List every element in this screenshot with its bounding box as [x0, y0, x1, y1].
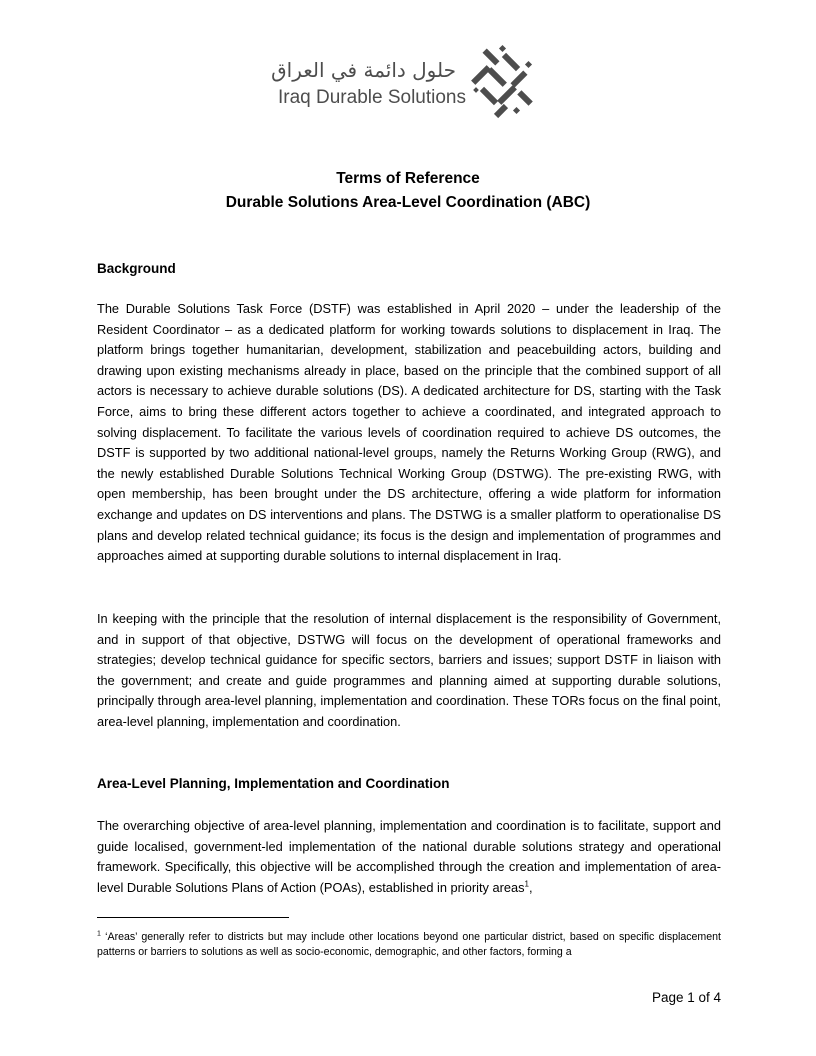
- background-paragraph-2: In keeping with the principle that the resolution of internal displacement is the responsibility of Government, and in support of that objective, DSTWG will focus on the development of operational frameworks and strategies; develop technical guidance for specific sectors, barriers and issues; support DSTF in liaison with the government; and create and guide programmes and planning aimed at supporting durable solutions, principally through area-level planning, implementation and coordination. These TORs focus on the final point, area-level planning, implementation and coordination.: [97, 611, 721, 729]
- footnote-divider: [97, 917, 289, 918]
- footnote-reference[interactable]: 1: [524, 879, 529, 889]
- footnote: [97, 930, 721, 960]
- area-level-paragraph-1: [97, 816, 721, 898]
- footnote-marker: 1: [97, 930, 101, 938]
- background-heading: Background: [97, 261, 176, 276]
- footnote-text: ‘Areas’ generally refer to districts but may include other locations beyond one particular district, based on specific displacement patterns or barriers to solutions as well as socio-economic, demographic, and other factors, forming a: [97, 931, 721, 958]
- logo-arabic-text: حلول دائمة في العراق: [271, 58, 456, 82]
- area-level-heading: Area-Level Planning, Implementation and Coordination: [97, 776, 450, 791]
- document-title: Terms of Reference: [336, 170, 480, 187]
- page-number: Page 1 of 4: [651, 990, 721, 1005]
- background-paragraph-1: The Durable Solutions Task Force (DSTF) was established in April 2020 – under the leadership of the Resident Coordinator – as a dedicated platform for working towards solutions to displacement in Iraq. The platform brings together humanitarian, development, stabilization and peacebuilding actors, building and drawing upon existing mechanisms already in place, based on the principle that the combined support of all actors is necessary to achieve durable solutions (DS). A dedicated architecture for DS, starting with the Task Force, aims to bring these different actors together to achieve a coordinated, and integrated approach to solving displacement. To facilitate the various levels of coordination required to achieve DS outcomes, the DSTF is supported by two additional national-level groups, namely the Returns Working Group (RWG), and the newly established Durable Solutions Technical Working Group (DSTWG). The pre-existing RWG, with open membership, has been brought under the DS architecture, offering a wide platform for information exchange and updates on DS interventions and plans. The DSTWG is a smaller platform to operationalise DS plans and develop related technical guidance; its focus is the design and implementation of programmes and approaches aimed at supporting durable solutions to internal displacement in Iraq.: [97, 301, 721, 564]
- durable-solutions-logo-icon: [468, 44, 548, 122]
- area-level-paragraph-end: ,: [528, 879, 533, 895]
- document-subtitle: Durable Solutions Area-Level Coordination (ABC): [225, 194, 591, 211]
- header-logo: [271, 44, 556, 122]
- logo-english-text: Iraq Durable Solutions: [278, 87, 466, 108]
- area-level-paragraph-text: The overarching objective of area-level planning, implementation and coordination is to facilitate, support and guide localised, government-led implementation of the national durable solutions strategy and operational framework. Specifically, this objective will be accomplished through the creation and implementation of area-level Durable Solutions Plans of Action (POAs), established in priority areas: [97, 818, 721, 895]
